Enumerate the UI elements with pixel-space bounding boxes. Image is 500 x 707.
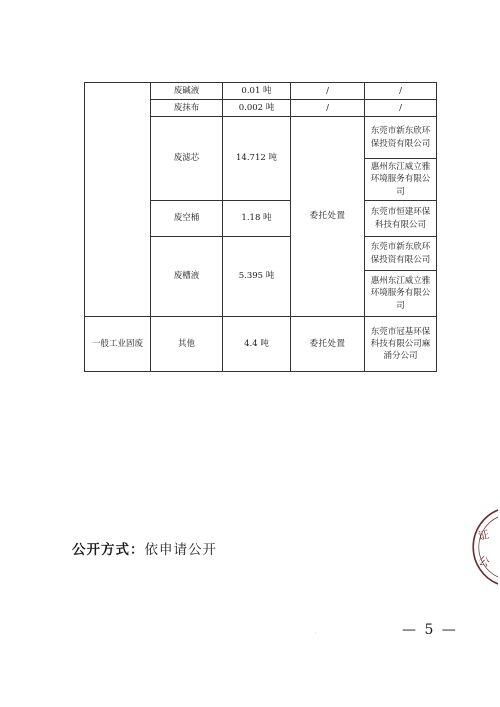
page-number: — 5 — — [402, 622, 458, 638]
amount-cell: 14.712 吨 — [223, 117, 291, 201]
method-cell: / — [291, 83, 365, 100]
amount-cell: 5.395 吨 — [223, 237, 291, 317]
receiver-cell: 惠州东江威立雅环境服务有限公司 — [365, 159, 437, 201]
svg-text:公: 公 — [477, 554, 491, 570]
method-cell: / — [291, 100, 365, 117]
svg-text:证: 证 — [476, 527, 491, 543]
receiver-cell: 东莞市冠基环保科技有限公司麻涌分公司 — [365, 317, 437, 372]
disposal-method-cell: 委托处置 — [291, 117, 365, 317]
receiver-cell: 东莞市恒建环保科技有限公司 — [365, 201, 437, 237]
table-row — [85, 317, 437, 372]
receiver-cell: 惠州东江威立雅环境服务有限公司 — [365, 271, 437, 317]
official-seal-partial — [462, 508, 500, 586]
amount-cell: 1.18 吨 — [223, 201, 291, 237]
category-cell-empty — [85, 83, 151, 317]
receiver-cell: / — [365, 83, 437, 100]
disposal-method-cell: 委托处置 — [291, 317, 365, 372]
waste-name-cell: 废碱液 — [151, 83, 223, 100]
category-cell: 一般工业固废 — [85, 317, 151, 372]
scan-mark: ˙ — [314, 632, 317, 639]
waste-name-cell: 废空桶 — [151, 201, 223, 237]
disclosure-value: 依申请公开 — [144, 542, 217, 558]
waste-name-cell: 废抹布 — [151, 100, 223, 117]
receiver-cell: 东莞市新东欣环保投资有限公司 — [365, 117, 437, 159]
waste-name-cell: 废槽液 — [151, 237, 223, 317]
amount-cell: 0.01 吨 — [223, 83, 291, 100]
disclosure-method — [72, 538, 217, 558]
hazardous-waste-table — [84, 82, 437, 372]
waste-name-cell: 其他 — [151, 317, 223, 372]
receiver-cell: 东莞市新东欣环保投资有限公司 — [365, 237, 437, 271]
receiver-cell: / — [365, 100, 437, 117]
table-row — [85, 83, 437, 100]
amount-cell: 4.4 吨 — [223, 317, 291, 372]
waste-name-cell: 废滤芯 — [151, 117, 223, 201]
disclosure-label: 公开方式： — [72, 542, 145, 558]
amount-cell: 0.002 吨 — [223, 100, 291, 117]
